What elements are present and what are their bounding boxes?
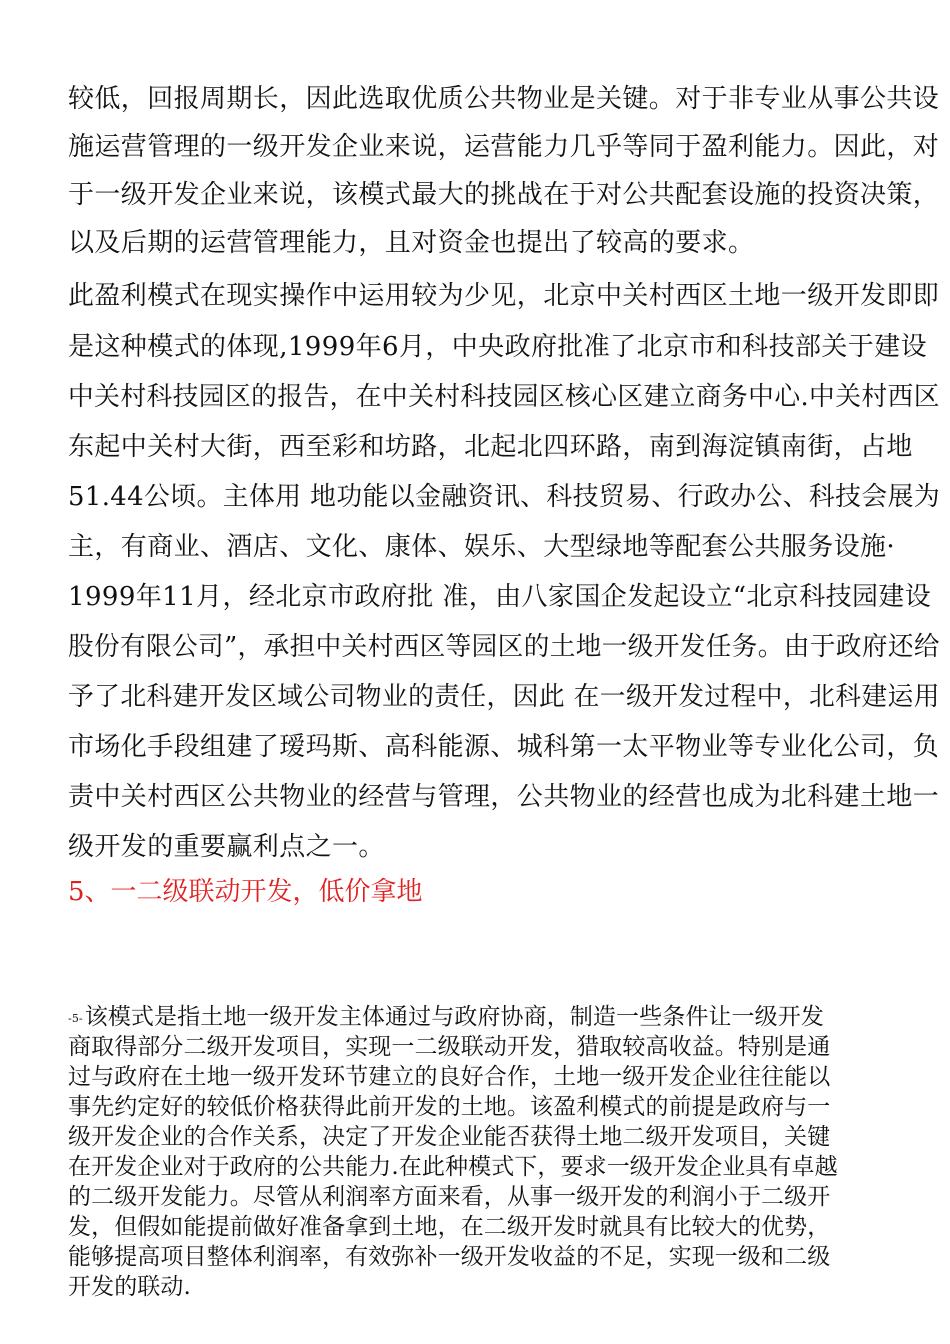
text-line: 51.44公顷。主体用 地功能以金融资讯、科技贸易、行政办公、科技会展为 [68,482,941,512]
text-line: 于一级开发企业来说，该模式最大的挑战在于对公共配套设施的投资决策， [68,180,940,210]
text-line: 事先约定好的较低价格获得此前开发的土地。该盈利模式的前提是政府与一 [68,1094,831,1120]
text-line: 发，但假如能提前做好准备拿到土地，在二级开发时就具有比较大的优势， [68,1214,831,1240]
text-line: 商取得部分二级开发项目，实现一二级联动开发，猎取较高收益。特别是通 [68,1034,831,1060]
text-line: 市场化手段组建了瑷玛斯、高科能源、城科第一太平物业等专业化公司，负 [68,732,940,762]
text-line: 股份有限公司”，承担中关村西区等园区的土地一级开发任务。由于政府还给 [68,632,940,662]
text-line: 能够提高项目整体利润率，有效弥补一级开发收益的不足，实现一级和二级 [68,1244,831,1270]
text-line: 东起中关村大街，西至彩和坊路，北起北四环路，南到海淀镇南街，占地 [68,432,913,462]
text-line: 的二级开发能力。尽管从利润率方面来看，从事一级开发的利润小于二级开 [68,1184,831,1210]
text-line: 此盈利模式在现实操作中运用较为少见，北京中关村西区土地一级开发即即 [68,281,940,311]
text-line: 施运营管理的一级开发企业来说，运营能力几乎等同于盈利能力。因此，对 [68,132,940,162]
text-line: 较低，回报周期长，因此选取优质公共物业是关键。对于非专业从事公共设 [68,84,940,114]
text-line: 在开发企业对于政府的公共能力.在此种模式下，要求一级开发企业具有卓越 [68,1154,838,1180]
text-line: 过与政府在土地一级开发环节建立的良好合作，土地一级开发企业往往能以 [68,1064,831,1090]
text-line: 中关村科技园区的报告，在中关村科技园区核心区建立商务中心.中关村西区 [68,382,940,412]
section-heading: 5、一二级联动开发，低价拿地 [68,877,423,907]
text-line: 予了北科建开发区域公司物业的责任，因此 在一级开发过程中，北科建运用 [68,682,940,712]
text-line: 以及后期的运营管理能力，且对资金也提出了较高的要求。 [68,228,755,258]
text-line: 级开发的重要赢利点之一。 [68,832,385,862]
text-line: 责中关村西区公共物业的经营与管理，公共物业的经营也成为北科建土地一 [68,782,940,812]
text-line-first [68,1004,824,1032]
text-line: 级开发企业的合作关系，决定了开发企业能否获得土地二级开发项目，关键 [68,1124,831,1150]
text-line: 是这种模式的体现,1999年6月，中央政府批准了北京市和科技部关于建设 [68,332,927,362]
page-number-marker: -5- [68,1012,83,1025]
text-line: 1999年11月，经北京市政府批 准，由八家国企发起设立“北京科技园建设 [68,582,932,612]
text-line-content: 该模式是指土地一级开发主体通过与政府协商，制造一些条件让一级开发 [84,1004,824,1030]
text-line: 开发的联动. [68,1274,191,1300]
text-line: 主，有商业、酒店、文化、康体、娱乐、大型绿地等配套公共服务设施· [68,532,896,562]
